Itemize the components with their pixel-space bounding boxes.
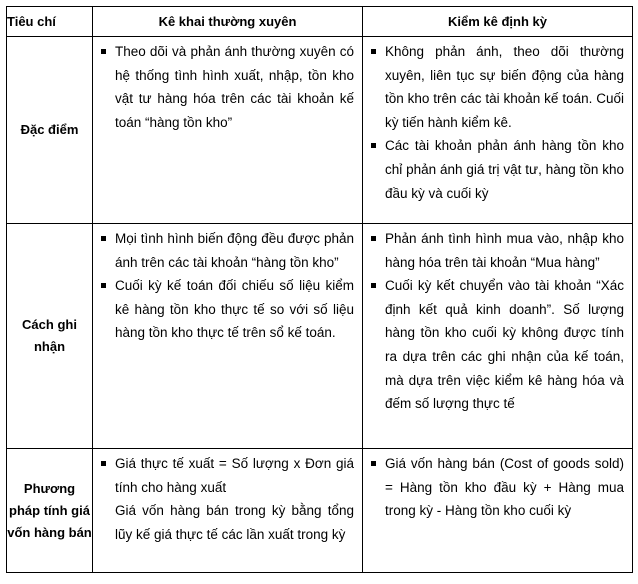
header-row bbox=[7, 7, 633, 37]
row-criteria: Cách ghi nhận bbox=[7, 224, 93, 449]
list-item: Giá vốn hàng bán (Cost of goods sold) = Hàng tồn kho đầu kỳ + Hàng mua trong kỳ - Hàng tồn kho cuối kỳ bbox=[363, 452, 624, 523]
square-bullet-icon bbox=[371, 283, 376, 288]
continuation-text: Giá vốn hàng bán trong kỳ bằng tổng lũy kế giá thực tế các lần xuất trong kỳ bbox=[115, 503, 354, 542]
list-item: Không phản ánh, theo dõi thường xuyên, liên tục sự biến động của hàng tồn kho trên các tài khoản kế toán. Cuối kỳ tiến hành kiểm kê. bbox=[363, 40, 624, 134]
list-item: Cuối kỳ kết chuyển vào tài khoản “Xác định kết quả kinh doanh”. Số lượng hàng tồn kho cuối kỳ không được tính ra dựa trên các ghi nhận của kế toán, mà dựa trên việc kiểm kê hàng hóa và đếm số lượng thực tế bbox=[363, 274, 624, 416]
perpetual-cell bbox=[93, 224, 363, 449]
square-bullet-icon bbox=[371, 461, 376, 466]
square-bullet-icon bbox=[101, 49, 106, 54]
periodic-cell bbox=[363, 37, 633, 224]
header-criteria: Tiêu chí bbox=[7, 7, 93, 37]
square-bullet-icon bbox=[371, 49, 376, 54]
comparison-table bbox=[6, 6, 633, 573]
square-bullet-icon bbox=[101, 461, 106, 466]
periodic-cell bbox=[363, 224, 633, 449]
list-item: Mọi tình hình biến động đều được phản ánh trên các tài khoản “hàng tồn kho” bbox=[93, 227, 354, 274]
perpetual-cell bbox=[93, 37, 363, 224]
list-item: Giá thực tế xuất = Số lượng x Đơn giá tính cho hàng xuất Giá vốn hàng bán trong kỳ bằng tổng lũy kế giá thực tế các lần xuất trong kỳ bbox=[93, 452, 354, 546]
list-item: Phản ánh tình hình mua vào, nhập kho hàng hóa trên tài khoản “Mua hàng” bbox=[363, 227, 624, 274]
table-row bbox=[7, 449, 633, 573]
periodic-cell bbox=[363, 449, 633, 573]
table-row bbox=[7, 224, 633, 449]
square-bullet-icon bbox=[371, 143, 376, 148]
table-row bbox=[7, 37, 633, 224]
list-item: Cuối kỳ kế toán đối chiếu số liệu kiểm kê hàng tồn kho thực tế so với số liệu hàng tồn kho thực tế trên sổ kế toán. bbox=[93, 274, 354, 345]
header-perpetual: Kê khai thường xuyên bbox=[93, 7, 363, 37]
square-bullet-icon bbox=[101, 283, 106, 288]
perpetual-cell bbox=[93, 449, 363, 573]
row-criteria: Đặc điểm bbox=[7, 37, 93, 224]
square-bullet-icon bbox=[101, 236, 106, 241]
row-criteria: Phương pháp tính giá vốn hàng bán bbox=[7, 449, 93, 573]
list-item: Theo dõi và phản ánh thường xuyên có hệ thống tình hình xuất, nhập, tồn kho vật tư hàng hóa trên các tài khoản kế toán “hàng tồn kho” bbox=[93, 40, 354, 134]
list-item: Các tài khoản phản ánh hàng tồn kho chỉ phản ánh giá trị vật tư, hàng tồn kho đầu kỳ và cuối kỳ bbox=[363, 134, 624, 205]
square-bullet-icon bbox=[371, 236, 376, 241]
header-periodic: Kiểm kê định kỳ bbox=[363, 7, 633, 37]
